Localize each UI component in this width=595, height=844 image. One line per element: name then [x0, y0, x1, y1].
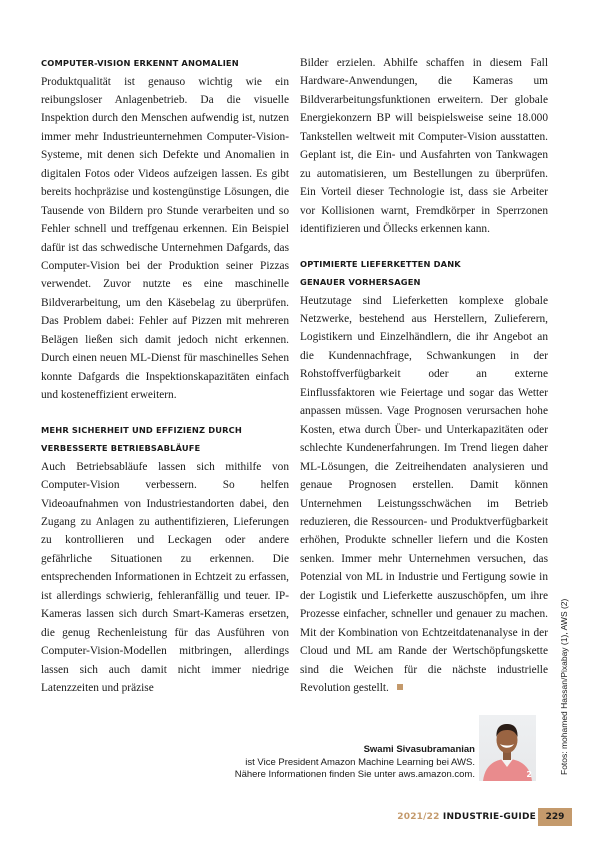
paragraph-operations: Auch Betriebsabläufe lassen sich mithilfe von Computer-Vision verbessern. So helfen Videoaufnahmen von Industriestandorten dabei, den Zugang zu Anlagen zu authentifizieren, Lieferungen zu kontrollieren und Leckagen oder andere gefährliche Situationen zu erkennen. Die entsprechenden Informationen in Echtzeit zu erfassen, ist allerdings schwierig, fehleranfällig und teuer. IP-Kameras lassen sich durch Smart-Kameras ersetzen, die genug Rechenleistung für das Ausführen von Computer-Vision-Modellen mitbringen, allerdings lassen sich auch damit nicht immer niedrige Latenzzeiten und präzise [41, 460, 289, 695]
author-photo [479, 715, 536, 781]
photo-number: 2 [526, 770, 532, 779]
author-role: ist Vice President Amazon Machine Learning bei AWS. [245, 756, 475, 768]
right-column [300, 54, 548, 698]
left-column [41, 54, 289, 698]
section-heading-supply-chain-line2: GENAUER VORHERSAGEN [300, 277, 421, 288]
photo-credit: Fotos: mohamed Hassan/Pixabay (1), AWS (2) [559, 598, 569, 775]
page-number: 229 [538, 808, 572, 826]
section-heading-safety-line1: MEHR SICHERHEIT UND EFFIZIENZ DURCH [41, 424, 243, 435]
section-heading-computer-vision: COMPUTER-VISION ERKENNT ANOMALIEN [41, 58, 239, 68]
paragraph-supply-chain-text: Heutzutage sind Lieferketten komplexe globale Netzwerke, bestehend aus Herstellern, Zulieferern, Logistikern und Einzelhändlern, die ihr Angebot an die Kundennachfrage, Schwankungen in der Rohstoffverfügbarkeit oder an externe Einflussfaktoren wie Feiertage und sogar das Wetter anpassen müssen. Vage Prognosen verursachen hohe Kosten, etwa durch Über- und Unterkapazitäten oder schlechte Kundenerfahrungen. Im Trend liegen daher ML-Lösungen, die Zeitreihendaten analysieren und genaue Prognosen erstellen. Damit können Unternehmen Leistungsschwächen im Betrieb reduzieren, die Ressourcen- und Produktverfügbarkeit erhöhen, Produkte schneller liefern und die Kosten senken. Immer mehr Unternehmen versuchen, das Potenzial von ML in Industrie und Fertigung sowie in der Logistik und Lieferkette auszuschöpfen, um ihre Prozesse einfacher, schneller und genauer zu machen. Mit der Kombination von Echtzeitdatenanalyse in der Cloud und ML am Rande der Wertschöpfungskette sind die Weichen für die nächste industrielle Revolution gestellt. [300, 294, 548, 695]
section-heading-supply-chain-line1: OPTIMIERTE LIEFERKETTEN DANK [300, 258, 461, 269]
paragraph-anomalies: Produktqualität ist genauso wichtig wie ein reibungsloser Anlagenbetrieb. Da die visuelle Inspektion durch den Menschen aufwendig ist, nutzen immer mehr Industrieunternehmen Computer-Vision-Systeme, mit denen sich Defekte und Anomalien in digitalen Fotos oder Videos aufzeigen lassen. Es gibt bereits hochpräzise und kostengünstige Lösungen, die Tausende von Bildern pro Stunde verarbeiten und so Fehler schnell und treffgenau erkennen. Ein Beispiel dafür ist das schwedische Unternehmen Dafgards, das Computer-Vision bei der Produktion seiner Pizzas verwendet. Zuvor nutzte es eine maschinelle Bildverarbeitung, um den Käsebelag zu überprüfen. Das Problem dabei: Fehler auf Pizzen mit mehreren Belägen ließen sich damit jedoch nicht erkennen. Durch einen neuen ML-Dienst für maschinelles Sehen konnte Dafgards die Inspektionskapazitäten einfach und kosteneffizient erweitern. [41, 75, 289, 402]
footer-year: 2021/22 [397, 812, 440, 822]
end-of-article-square-icon [397, 684, 403, 690]
author-info-link: Nähere Informationen finden Sie unter aws.amazon.com. [234, 769, 475, 780]
author-name: Swami Sivasubramanian [363, 744, 475, 755]
paragraph-supply-chain [300, 292, 548, 698]
paragraph-continued-bp: Bilder erzielen. Abhilfe schaffen in diesem Fall Hardware-Anwendungen, die Kameras um Bildverarbeitungsfunktionen erweitern. Der globale Energiekonzern BP will beispielsweise seine 18.000 Tankstellen weltweit mit Computer-Vision ausstatten. Geplant ist, die Ein- und Ausfahrten von Tankwagen zu automatisieren, um Bestellungen zu überprüfen. Ein Vorteil dieser Technologie ist, dass sie Arbeiter vor Kollisionen warnt, Fremdkörper in Sperrzonen identifizieren und Öllecks erkennen kann. [300, 57, 548, 236]
footer-publication [397, 812, 536, 822]
footer-title: INDUSTRIE-GUIDE [442, 812, 536, 822]
author-box [235, 744, 475, 782]
section-heading-safety-line2: VERBESSERTE BETRIEBSABLÄUFE [41, 443, 201, 454]
